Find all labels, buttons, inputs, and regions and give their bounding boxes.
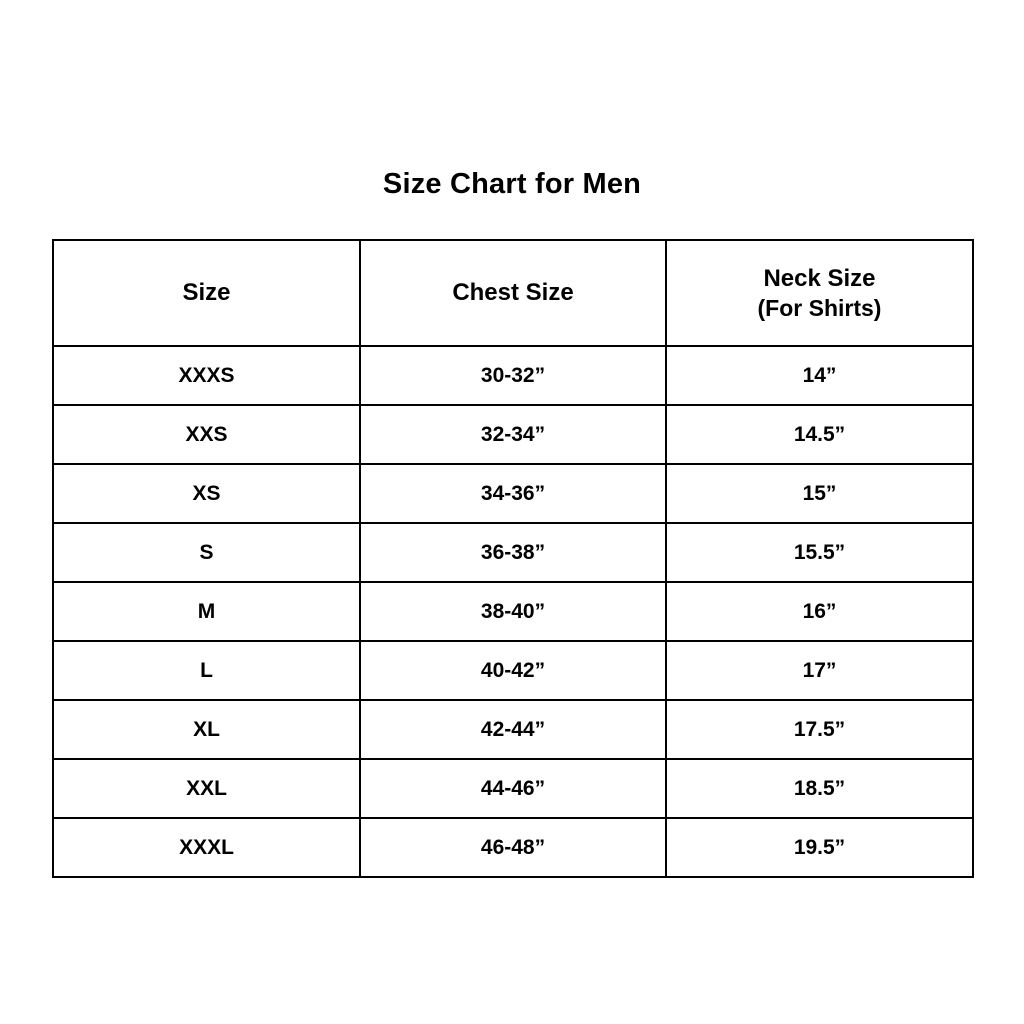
size-chart-table xyxy=(52,239,974,878)
column-header-chest-size-label: Chest Size xyxy=(452,279,574,306)
column-header-chest-size xyxy=(360,240,666,346)
cell-neck: 14.5” xyxy=(666,405,973,464)
table-body xyxy=(53,346,973,877)
table-row xyxy=(53,464,973,523)
size-chart-table-wrapper xyxy=(52,239,972,878)
column-header-size-label: Size xyxy=(182,279,231,306)
table-row xyxy=(53,405,973,464)
cell-chest: 32-34” xyxy=(360,405,666,464)
cell-chest: 42-44” xyxy=(360,700,666,759)
cell-size: S xyxy=(53,523,360,582)
page-title: Size Chart for Men xyxy=(382,168,642,200)
column-header-size xyxy=(53,240,360,346)
table-row xyxy=(53,818,973,877)
table-row xyxy=(53,641,973,700)
cell-chest: 36-38” xyxy=(360,523,666,582)
cell-chest: 30-32” xyxy=(360,346,666,405)
column-header-neck-size-sublabel: (For Shirts) xyxy=(757,294,882,321)
cell-size: XXL xyxy=(53,759,360,818)
table-row xyxy=(53,523,973,582)
cell-size: XXXL xyxy=(53,818,360,877)
cell-neck: 17.5” xyxy=(666,700,973,759)
cell-size: L xyxy=(53,641,360,700)
cell-neck: 15.5” xyxy=(666,523,973,582)
table-row xyxy=(53,582,973,641)
cell-size: XS xyxy=(53,464,360,523)
table-header-row xyxy=(53,240,973,346)
cell-neck: 16” xyxy=(666,582,973,641)
cell-neck: 15” xyxy=(666,464,973,523)
cell-chest: 46-48” xyxy=(360,818,666,877)
table-row xyxy=(53,759,973,818)
table-header xyxy=(53,240,973,346)
cell-size: M xyxy=(53,582,360,641)
cell-size: XL xyxy=(53,700,360,759)
table-row xyxy=(53,346,973,405)
cell-neck: 17” xyxy=(666,641,973,700)
cell-chest: 34-36” xyxy=(360,464,666,523)
cell-neck: 19.5” xyxy=(666,818,973,877)
column-header-neck-size-label: Neck Size xyxy=(763,264,876,292)
cell-size: XXS xyxy=(53,405,360,464)
cell-chest: 40-42” xyxy=(360,641,666,700)
cell-chest: 38-40” xyxy=(360,582,666,641)
table-row xyxy=(53,700,973,759)
cell-size: XXXS xyxy=(53,346,360,405)
cell-chest: 44-46” xyxy=(360,759,666,818)
cell-neck: 14” xyxy=(666,346,973,405)
cell-neck: 18.5” xyxy=(666,759,973,818)
column-header-neck-size xyxy=(666,240,973,346)
